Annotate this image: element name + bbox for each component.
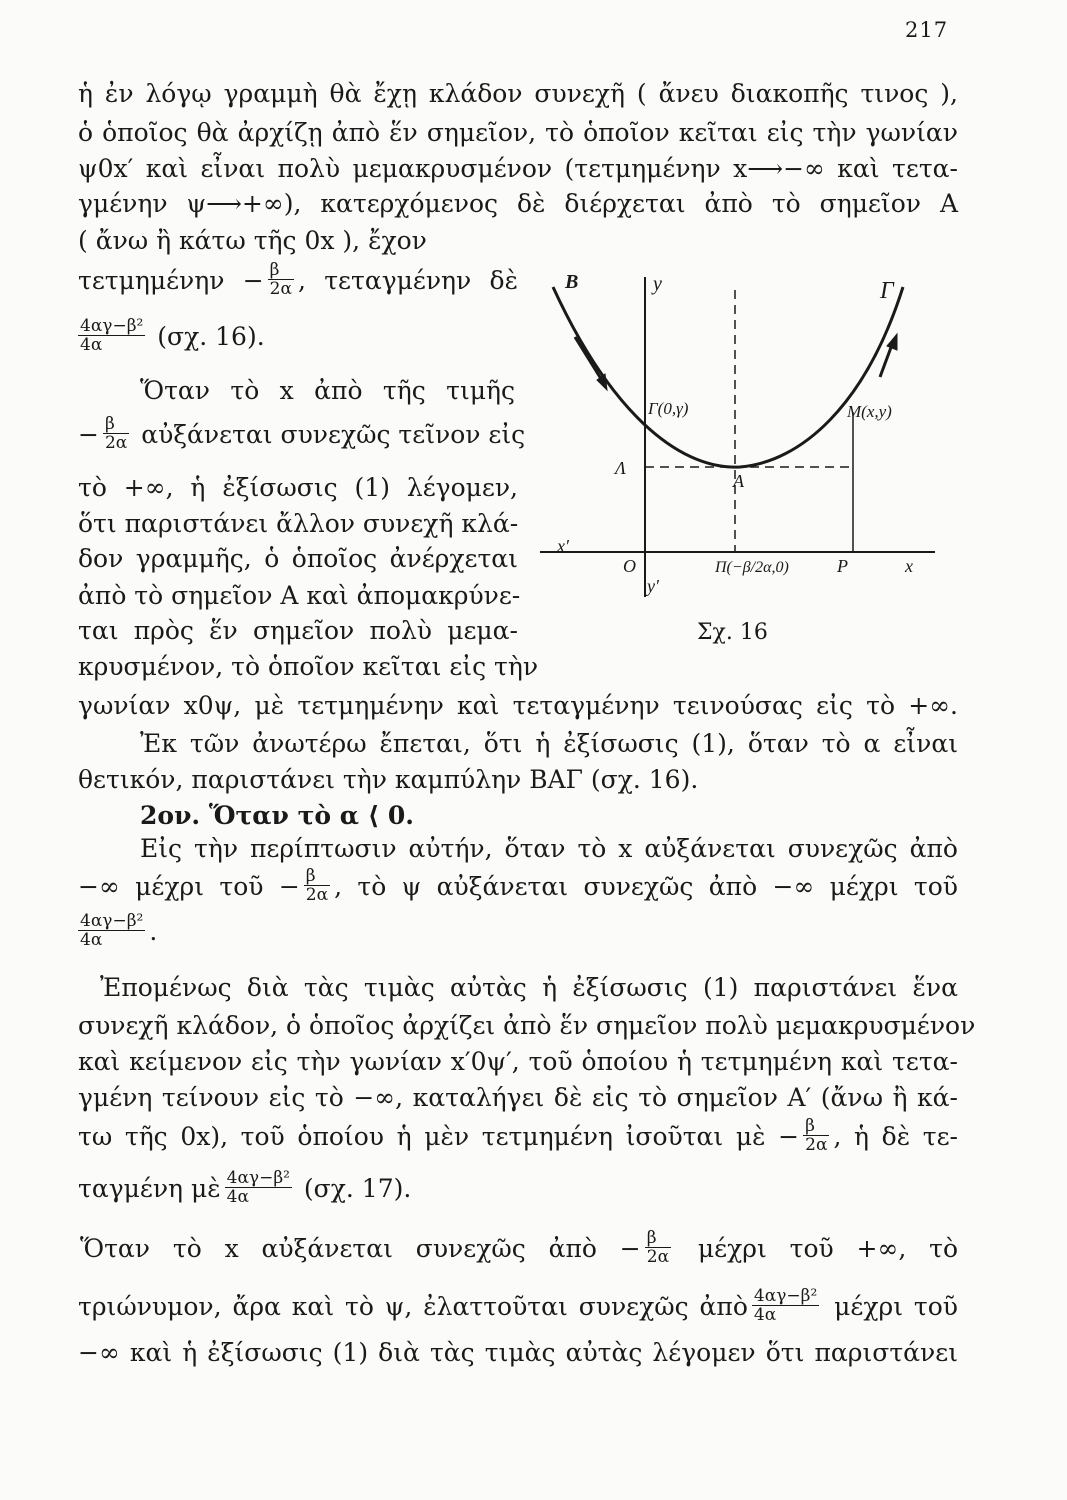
parabola-diagram [535,262,940,607]
text-line-1: ἡ ἐν λόγῳ γραμμὴ θὰ ἔχῃ κλάδον συνεχῆ ( ἄνευ διακοπῆς τινος ), [78,79,958,108]
fraction-beta-over-2alpha [803,1117,829,1154]
text-fragment: −∞ μέχρι τοῦ − [78,872,300,901]
text-line-21 [78,866,958,907]
text-line-17: Ἐκ τῶν ἀνωτέρω ἔπεται, ὅτι ἡ ἐξίσωσις (1), ὅταν τὸ α εἶναι [140,729,958,758]
label-A: A [733,471,744,491]
text-line-22 [78,911,958,952]
fraction-numerator: 4αγ−β² [753,1286,818,1306]
text-line-8: Ὅταν τὸ x ἀπὸ τῆς τιμῆς [140,376,515,405]
text-line-25: καὶ κείμενον εἰς τὴν γωνίαν x′0ψ′, τοῦ ὁποίου ἡ τετμημένη καὶ τετα- [78,1047,958,1076]
label-L: Λ [615,458,626,478]
text-fragment: ταγμένη μὲ [78,1174,221,1203]
fraction-numerator: β [104,414,115,434]
label-O: O [623,556,636,576]
page-number: 217 [905,18,949,42]
text-line-5: ( ἄνω ἢ κάτω τῆς 0x ), ἔχον [78,226,427,255]
fraction-numerator: 4αγ−β² [80,316,144,336]
text-line-10: τὸ +∞, ἡ ἐξίσωσις (1) λέγομεν, [78,473,518,502]
text-line-2: ὁ ὁποῖος θὰ ἀρχίζῃ ἀπὸ ἕν σημεῖον, τὸ ὁποῖον κεῖται εἰς τὴν γωνίαν [78,118,958,147]
text-line-3: ψ0x′ καὶ εἶναι πολὺ μεμακρυσμένον (τετμημένην x⟶−∞ καὶ τετα- [78,154,958,183]
fraction-denominator: 2α [269,279,292,299]
fraction-discriminant [78,317,145,354]
fraction-beta-over-2alpha [268,261,294,298]
text-line-4: γμένην ψ⟶+∞), κατερχόμενος δὲ διέρχεται ἀπὸ τὸ σημεῖον A [78,189,958,218]
text-line-15: κρυσμένον, τὸ ὁποῖον κεῖται εἰς τὴν [78,652,539,681]
text-fragment: μέχρι τοῦ [823,1292,958,1321]
fraction-denominator: 4α [78,335,145,354]
fraction-denominator: 2α [646,1247,670,1267]
text-fragment: . [149,917,158,946]
text-line-16: γωνίαν x0ψ, μὲ τετμημένην καὶ τεταγμένην τεινούσας εἰς τὸ +∞. [78,691,958,720]
fraction-numerator: 4αγ−β² [80,911,144,931]
text-line-14: ται πρὸς ἕν σημεῖον πολὺ μεμα- [78,616,518,645]
fraction-numerator: 4αγ−β² [226,1168,290,1188]
fraction-beta-over-2alpha [103,415,129,452]
text-line-24: συνεχῆ κλάδον, ὁ ὁποῖος ἀρχίζει ἀπὸ ἕν σημεῖον πολὺ μεμακρυσμένον [78,1011,976,1040]
text-fragment: μέχρι τοῦ +∞, τὸ [675,1234,958,1263]
text-line-13: ἀπὸ τὸ σημεῖον A καὶ ἀπομακρύνε- [78,581,521,610]
text-fragment: Ὅταν τὸ x αὐξάνεται συνεχῶς ἀπὸ − [80,1234,641,1263]
text-line-11: ὅτι παριστάνει ἄλλον συνεχῆ κλά- [78,509,519,538]
text-line-29 [80,1228,958,1269]
text-fragment: (σχ. 17). [295,1174,412,1203]
arrow-down-shaft [575,337,603,382]
fraction-denominator: 2α [104,433,128,453]
text-line-6 [78,260,518,301]
text-line-20: Εἰς τὴν περίπτωσιν αὐτήν, ὅταν τὸ x αὐξάνεται συνεχῶς ἀπὸ [140,834,958,863]
arrow-up-head [887,334,897,350]
fraction-beta-over-2alpha [304,867,330,904]
fraction-beta-over-2alpha [645,1229,671,1266]
fraction-denominator: 4α [225,1187,292,1206]
fraction-denominator: 4α [78,930,145,949]
fraction-denominator: 4α [752,1305,819,1324]
fraction-numerator: β [305,866,316,886]
label-x: x [905,556,913,576]
text-fragment: , τὸ ψ αὐξάνεται συνεχῶς ἀπὸ −∞ μέχρι τοῦ [334,872,958,901]
fraction-discriminant [78,912,145,949]
figure-16 [535,262,940,607]
fraction-numerator: β [269,260,280,280]
text-line-9 [78,414,548,455]
label-G0y: Γ(0,γ) [648,399,689,418]
text-line-7 [78,316,548,357]
label-B: B [565,271,579,293]
text-line-28 [78,1168,958,1209]
section-heading: 2ον. Ὅταν τὸ α ⟨ 0. [140,801,414,830]
text-line-31: −∞ καὶ ἡ ἐξίσωσις (1) διὰ τὰς τιμὰς αὐτὰς λέγομεν ὅτι παριστάνει [78,1338,958,1367]
text-fragment: (σχ. 16). [149,322,265,351]
text-line-26: γμένη τείνουν εἰς τὸ −∞, καταλήγει δὲ εἰς τὸ σημεῖον A′ (ἄνω ἢ κά- [78,1083,958,1112]
label-Pi: Π(−β/2α,0) [715,559,789,576]
label-G: Γ [880,278,894,304]
text-fragment: τω τῆς 0x), τοῦ ὁποίου ἡ μὲν τετμημένη ἰσοῦται μὲ − [78,1122,800,1151]
label-yprime: y′ [647,576,659,596]
label-M: M(x,y) [847,402,892,421]
text-fragment: αὐξάνεται συνεχῶς τεῖνον εἰς [133,420,526,449]
text-fragment: , τεταγμένην δὲ [297,266,518,295]
fraction-numerator: β [646,1228,657,1248]
label-P: P [837,556,848,576]
text-line-30 [78,1286,958,1327]
fraction-numerator: β [805,1116,815,1136]
text-line-23: Ἐπομένως διὰ τὰς τιμὰς αὐτὰς ἡ ἐξίσωσις (1) παριστάνει ἕνα [100,973,958,1002]
label-xprime: x′ [557,536,569,556]
text-fragment: τριώνυμον, ἄρα καὶ τὸ ψ, ἐλαττοῦται συνεχῶς ἀπὸ [78,1292,748,1321]
text-line-12: δον γραμμῆς, ὁ ὁποῖος ἀνέρχεται [78,544,518,573]
fraction-denominator: 2α [305,885,329,905]
fraction-denominator: 2α [805,1135,828,1155]
fraction-discriminant [225,1169,292,1206]
text-fragment: τετμημένην − [78,266,264,295]
figure-caption: Σχ. 16 [697,620,768,645]
text-fragment: , ἡ δὲ τε- [833,1122,958,1151]
text-fragment: − [78,420,99,449]
text-line-27 [78,1116,958,1157]
fraction-discriminant [752,1287,819,1324]
text-line-18: θετικόν, παριστάνει τὴν καμπύλην ΒΑΓ (σχ. 16). [78,765,699,794]
label-y: y [653,273,662,295]
